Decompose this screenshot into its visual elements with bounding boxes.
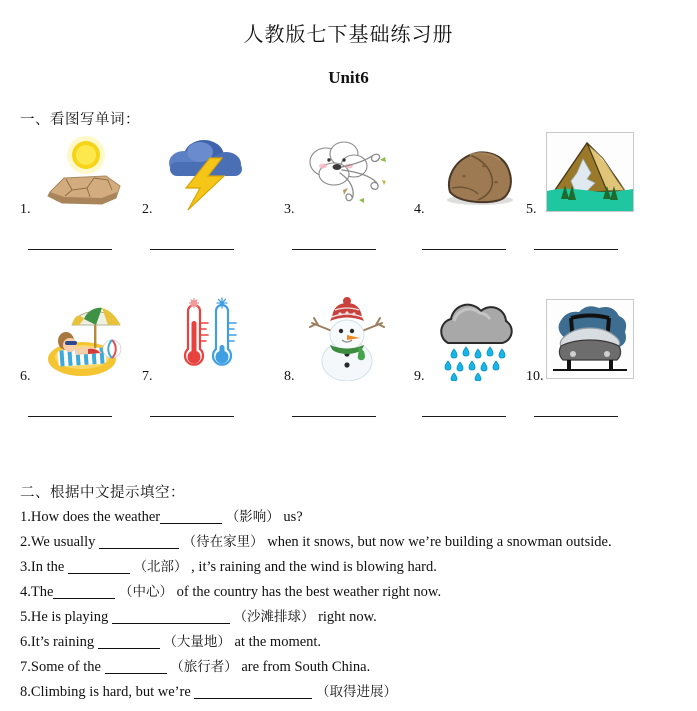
- chinese-hint: （沙滩排球）: [233, 609, 315, 625]
- answer-blank-line[interactable]: [28, 416, 112, 417]
- picture-row-1: [0, 128, 697, 258]
- chinese-hint: （北部）: [133, 559, 188, 575]
- item-number: 2.: [20, 534, 31, 550]
- section-heading-picture-words: 一、看图写单词：: [20, 112, 140, 128]
- fill-in-blank-item-4: [20, 580, 697, 605]
- item-number: 3.: [20, 559, 31, 575]
- sentence-after: right now.: [318, 609, 377, 625]
- picture-item-7: [128, 295, 266, 425]
- picture-number: 4.: [414, 202, 425, 217]
- fill-in-blank-item-3: [20, 555, 697, 580]
- answer-blank[interactable]: [112, 610, 230, 624]
- answer-blank[interactable]: [105, 660, 167, 674]
- sentence-after: , it’s raining and the wind is blowing hard.: [191, 559, 437, 575]
- sentence-before: How does the weather: [30, 509, 161, 525]
- item-number: 1.: [20, 509, 31, 525]
- item-number: 8.: [20, 684, 31, 700]
- picture-number: 6.: [20, 369, 31, 384]
- chinese-hint: （取得进展）: [316, 684, 398, 700]
- item-number: 4.: [20, 584, 31, 600]
- picture-number: 2.: [142, 202, 153, 217]
- sentence-before: It’s raining: [30, 634, 98, 650]
- picture-item-2: [128, 128, 266, 258]
- sentence-after: at the moment.: [234, 634, 322, 650]
- fill-in-blank-item-5: [20, 605, 697, 630]
- picture-number: 3.: [284, 202, 295, 217]
- picture-item-8: [270, 295, 408, 425]
- unit-title: Unit6: [328, 68, 369, 87]
- fill-in-blank-item-6: [20, 630, 697, 655]
- chinese-hint: （大量地）: [163, 634, 231, 650]
- answer-blank-line[interactable]: [534, 249, 618, 250]
- picture-item-6: [6, 295, 144, 425]
- beach-sunbathing-umbrella-icon: [32, 297, 136, 381]
- mountain-icon: [546, 132, 634, 212]
- sentence-after: are from South China.: [241, 659, 371, 675]
- fill-in-blank-item-1: [20, 505, 697, 530]
- sentence-before: We usually: [30, 534, 99, 550]
- hot-cold-thermometers-icon: [154, 297, 258, 381]
- item-number: 7.: [20, 659, 31, 675]
- sentence-before: The: [30, 584, 54, 600]
- sentence-before: He is playing: [30, 609, 112, 625]
- answer-blank-line[interactable]: [150, 416, 234, 417]
- picture-item-3: [270, 128, 408, 258]
- picture-number: 8.: [284, 369, 295, 384]
- chinese-hint: （中心）: [119, 584, 174, 600]
- sentence-after: of the country has the best weather right now.: [176, 584, 442, 600]
- picture-number: 1.: [20, 202, 31, 217]
- fill-in-blank-item-8: [20, 680, 697, 705]
- page-title: 人教版七下基础练习册: [243, 22, 454, 46]
- answer-blank[interactable]: [98, 635, 160, 649]
- picture-number: 10.: [526, 369, 544, 384]
- picture-number: 7.: [142, 369, 153, 384]
- answer-blank-line[interactable]: [422, 249, 506, 250]
- sentence-after: us?: [283, 509, 303, 525]
- picture-number: 9.: [414, 369, 425, 384]
- section-heading-fill-blanks: 二、根据中文提示填空：: [20, 485, 185, 501]
- answer-blank-line[interactable]: [422, 416, 506, 417]
- answer-blank[interactable]: [194, 685, 312, 699]
- answer-blank-line[interactable]: [292, 249, 376, 250]
- chinese-hint: （影响）: [225, 509, 280, 525]
- item-number: 6.: [20, 634, 31, 650]
- answer-blank-line[interactable]: [292, 416, 376, 417]
- chinese-hint: （旅行者）: [170, 659, 238, 675]
- chinese-hint: （待在家里）: [182, 534, 264, 550]
- fill-in-blank-item-2: [20, 530, 697, 555]
- sentence-before: In the: [30, 559, 68, 575]
- snow-covered-car-icon: [546, 299, 634, 379]
- fill-in-blank-list: [20, 505, 697, 705]
- answer-blank-line[interactable]: [150, 249, 234, 250]
- picture-item-5: [512, 128, 650, 258]
- sentence-before: Climbing is hard, but we’re: [30, 684, 195, 700]
- item-number: 5.: [20, 609, 31, 625]
- picture-item-1: [6, 128, 144, 258]
- answer-blank[interactable]: [160, 510, 222, 524]
- thunder-lightning-cloud-icon: [154, 130, 258, 214]
- picture-row-2: [0, 295, 697, 425]
- fill-in-blank-item-7: [20, 655, 697, 680]
- snowman-icon: [296, 297, 400, 381]
- answer-blank-line[interactable]: [28, 249, 112, 250]
- picture-number: 5.: [526, 202, 537, 217]
- sentence-after: when it snows, but now we’re building a snowman outside.: [267, 534, 612, 550]
- answer-blank[interactable]: [53, 585, 115, 599]
- answer-blank[interactable]: [99, 535, 179, 549]
- picture-item-10: [512, 295, 650, 425]
- windy-cloud-blowing-icon: [296, 130, 400, 214]
- sentence-before: Some of the: [30, 659, 105, 675]
- answer-blank[interactable]: [68, 560, 130, 574]
- answer-blank-line[interactable]: [534, 416, 618, 417]
- dry-cracked-earth-sun-icon: [32, 130, 136, 214]
